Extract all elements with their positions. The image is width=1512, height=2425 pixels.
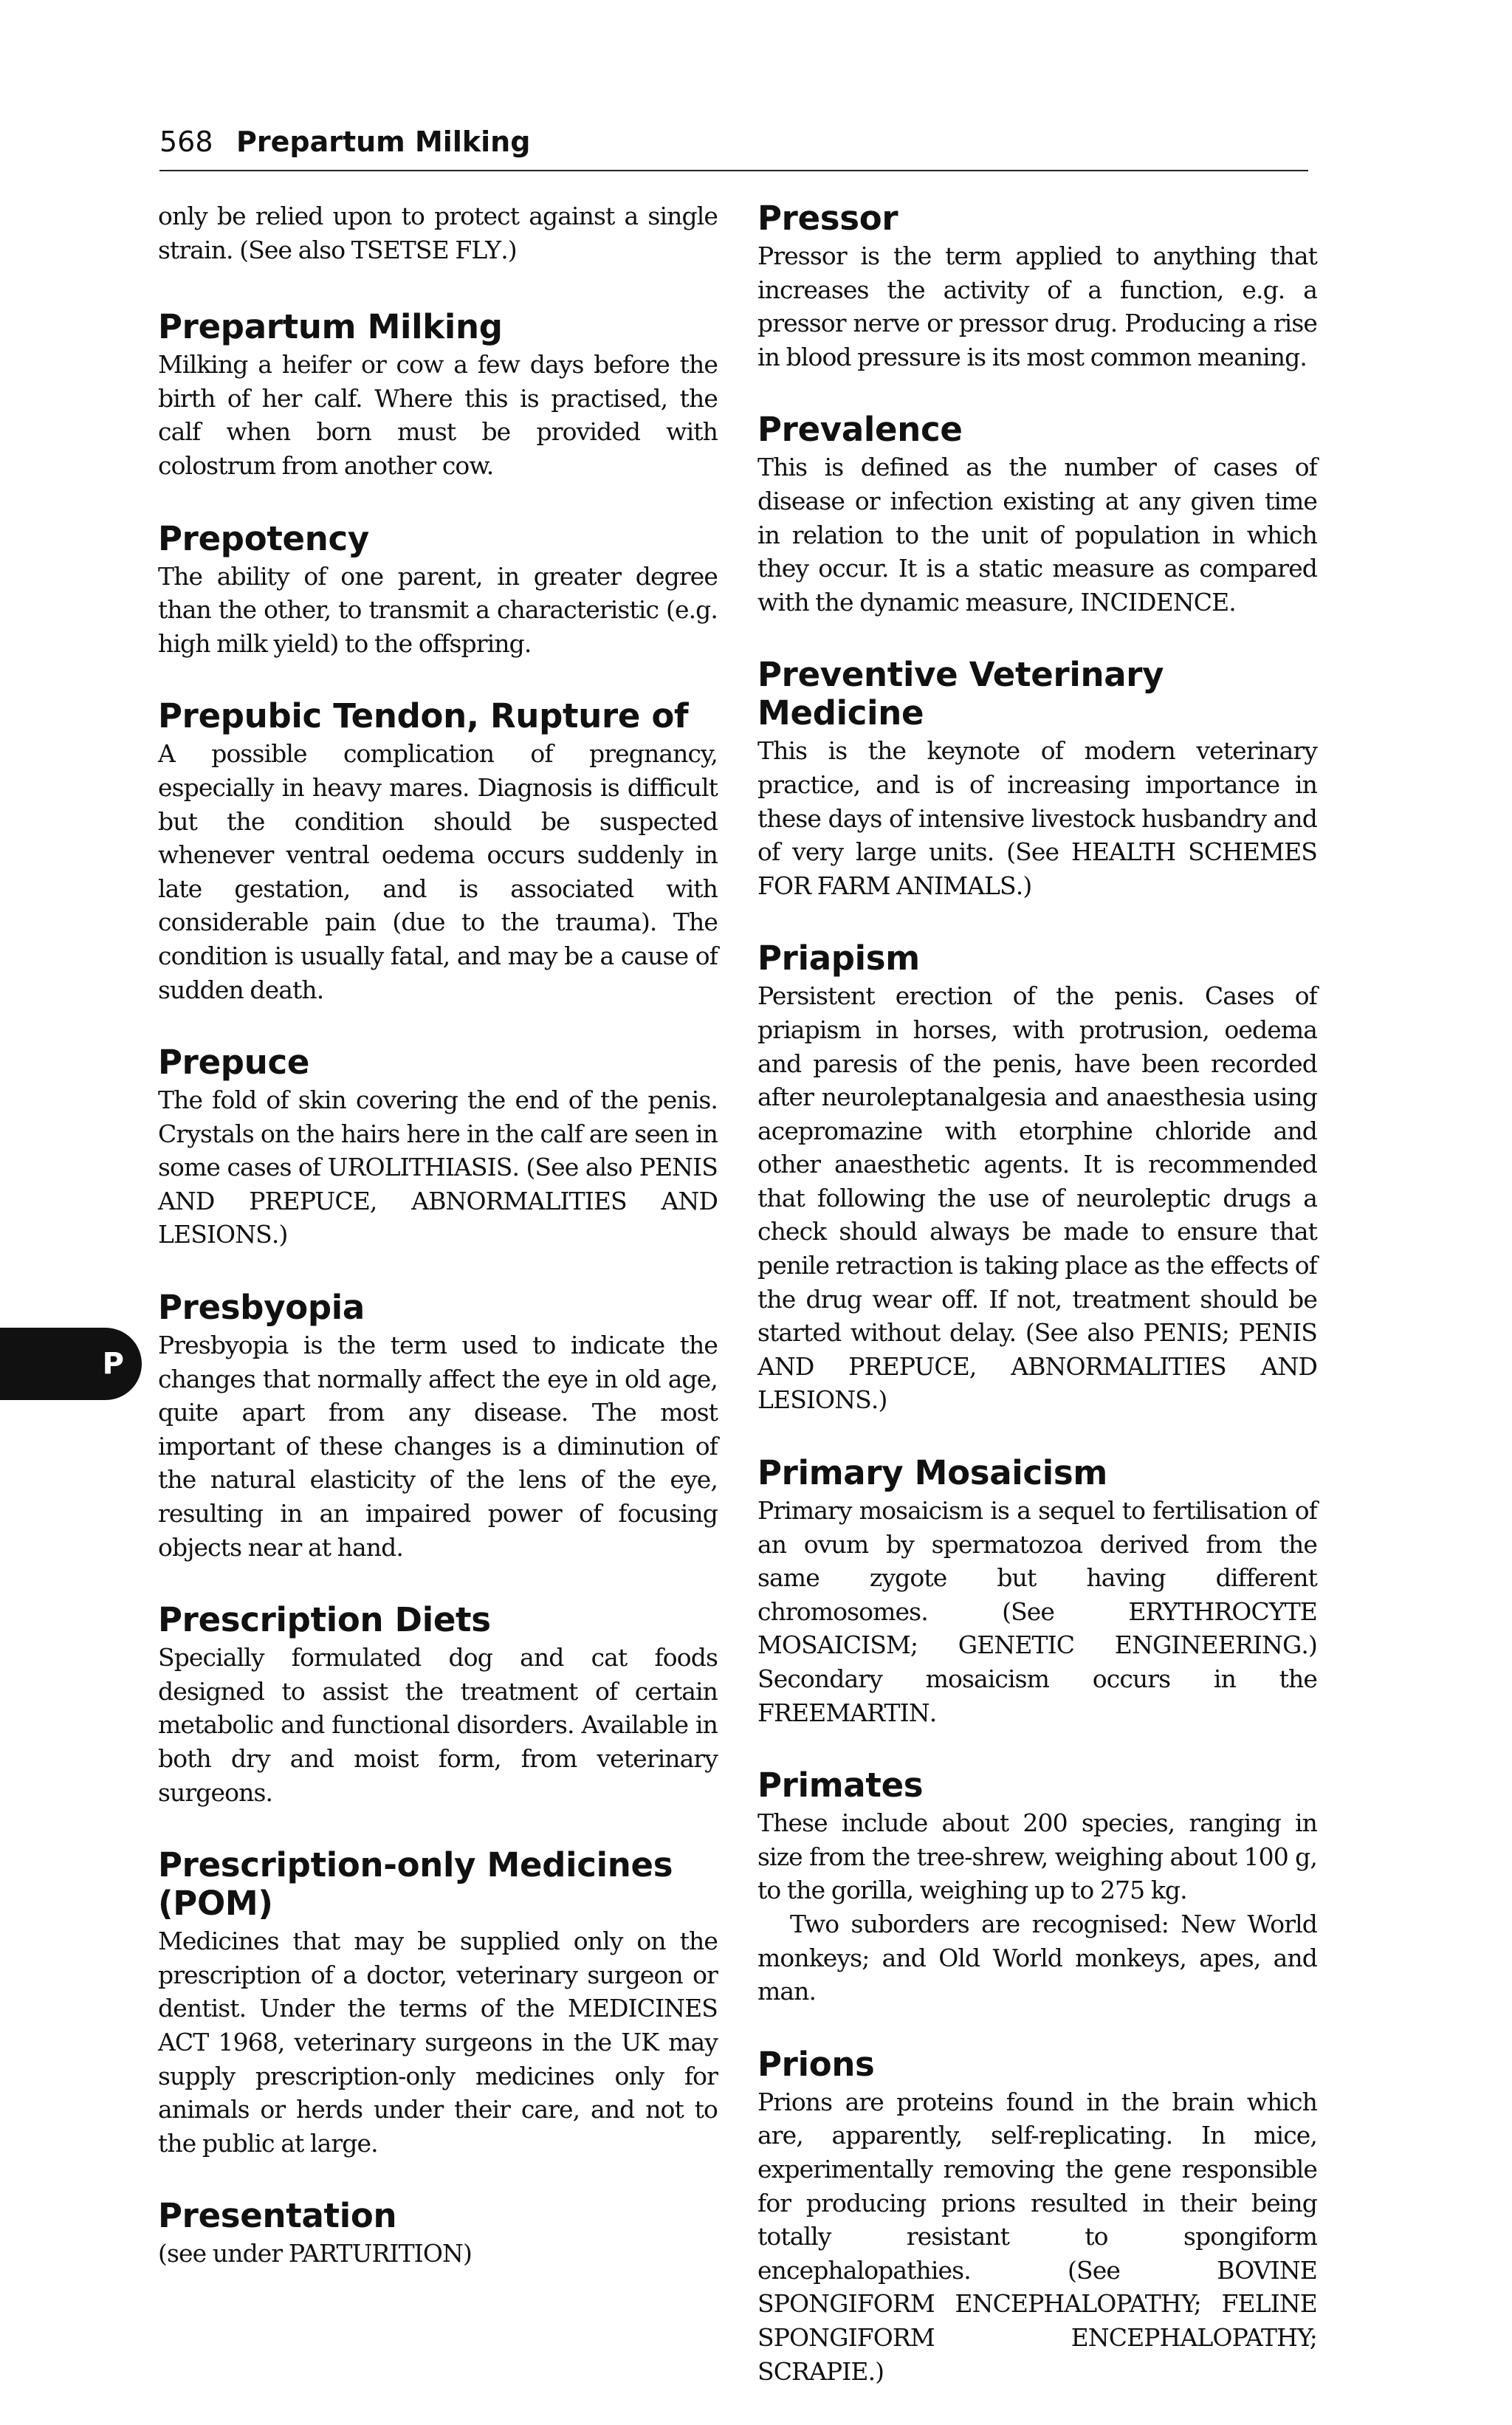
entry-text: A possible complication of pregnancy, especially in heavy mares. Diagnosis is difficult but the condition should be suspected whenever ventral oedema occurs suddenly in late gestation, and is associated with considerable pain (due to the trauma). The condition is usually fatal, and may be a cause of sudden death. bbox=[158, 739, 718, 1004]
entry-primates bbox=[757, 1766, 1317, 2009]
entry-heading: Presbyopia bbox=[158, 1288, 365, 1328]
entry-heading: Presentation bbox=[158, 2196, 397, 2236]
cross-reference: FREEMARTIN bbox=[757, 1698, 929, 1727]
entry-text: Medicines that may be supplied only on the prescription of a doctor, veterinary surgeon or dentist. Under the terms of the MEDICINES ACT 1968, veterinary surgeons in the UK may supply prescription-only medicines only for animals or herds under their care, and not to the public at large. bbox=[158, 1927, 718, 2158]
cross-reference: TSETSE FLY bbox=[351, 235, 501, 264]
entry-text: Pressor is the term applied to anything that increases the activity of a function, e.g. a pressor nerve or pressor drug. Producing a rise in blood pressure is its most common meaning. bbox=[757, 241, 1317, 371]
cross-reference: PARTURITION bbox=[288, 2239, 463, 2268]
entry-priapism bbox=[757, 939, 1317, 1417]
entry-prions bbox=[757, 2045, 1317, 2388]
entry-heading: Preventive Veterinary Medicine bbox=[757, 655, 1164, 733]
continued-text: only be relied upon to protect against a single strain. (See also TSETSE FLY.) bbox=[158, 202, 718, 264]
entry-heading: Prevalence bbox=[757, 410, 963, 450]
entry-heading: Prepubic Tendon, Rupture of bbox=[158, 696, 689, 736]
entry-pressor bbox=[757, 199, 1317, 374]
entry-prescription-diets bbox=[158, 1601, 718, 1809]
entry-heading: Prepuce bbox=[158, 1043, 310, 1083]
entry-heading: Pressor bbox=[757, 199, 898, 238]
entry-heading: Primary Mosaicism bbox=[757, 1453, 1107, 1493]
entry-text: Primary mosaicism is a sequel to fertilisation of an ovum by spermatozoa derived from the same zygote but having different chromosomes. (See ERYTHROCYTE MOSAICISM; GENETIC ENGINEERING.) Secondary mosaicism occurs in the FREEMARTIN. bbox=[757, 1496, 1317, 1727]
page-header bbox=[159, 123, 1308, 171]
entry-text: This is defined as the number of cases of disease or infection existing at any given time in relation to the unit of population in which they occur. It is a static measure as compared with the dynamic measure, INCIDENCE. bbox=[757, 453, 1317, 617]
left-column bbox=[158, 199, 718, 2308]
thumb-index-tab: P bbox=[0, 1328, 142, 1400]
entry-prescription-only-medicines bbox=[158, 1846, 718, 2160]
entry-text: Milking a heifer or cow a few days before the birth of her calf. Where this is practised, the calf when born must be provided with colostrum from another cow. bbox=[158, 350, 718, 480]
entry-heading: Prepotency bbox=[158, 518, 369, 558]
entry-text: The ability of one parent, in greater degree than the other, to transmit a characteristic (e.g. high milk yield) to the offspring. bbox=[158, 561, 718, 658]
running-head: Prepartum Milking bbox=[236, 126, 531, 158]
entry-text-paragraph-2: Two suborders are recognised: New World monkeys; and Old World monkeys, apes, and man. bbox=[757, 1909, 1317, 2006]
entry-text: Specially formulated dog and cat foods designed to assist the treatment of certain metabolic and functional disorders. Available in both dry and moist form, from veterinary surgeons. bbox=[158, 1643, 718, 1807]
page-number: 568 bbox=[159, 126, 213, 158]
entry-presentation bbox=[158, 2197, 718, 2271]
entry-prepuce bbox=[158, 1043, 718, 1252]
entry-text: The fold of skin covering the end of the penis. Crystals on the hairs here in the calf are seen in some cases of UROLITHIASIS. (See also PENIS AND PREPUCE, ABNORMALITIES AND LESIONS.) bbox=[158, 1085, 718, 1249]
entry-heading: Prescription Diets bbox=[158, 1600, 491, 1640]
entry-text: These include about 200 species, ranging in size from the tree-shrew, weighing about 100 g, to the gorilla, weighing up to 275 kg. bbox=[757, 1808, 1317, 1905]
entry-text: (see under PARTURITION) bbox=[158, 2239, 472, 2268]
entry-heading: Prions bbox=[757, 2044, 875, 2084]
cross-reference: UROLITHIASIS bbox=[327, 1153, 512, 1182]
right-column bbox=[757, 199, 1317, 2425]
entry-prepubic-tendon bbox=[158, 697, 718, 1006]
entry-text: Presbyopia is the term used to indicate the changes that normally affect the eye in old age, quite apart from any disease. The most important of these changes is a diminution of the natural elasticity of the lens of the eye, resulting in an impaired power of focusing objects near at hand. bbox=[158, 1331, 718, 1562]
cross-reference: PENIS; PENIS AND PREPUCE, ABNORMALITIES AND LESIONS bbox=[757, 1318, 1317, 1415]
entry-heading: Prepartum Milking bbox=[158, 307, 503, 347]
entry-prepartum-milking bbox=[158, 308, 718, 482]
cross-reference: PENIS AND PREPUCE, ABNORMALITIES AND LESIONS bbox=[158, 1153, 718, 1249]
entry-presbyopia bbox=[158, 1289, 718, 1564]
entry-text: Persistent erection of the penis. Cases of priapism in horses, with protrusion, oedema and paresis of the penis, have been recorded after neuroleptanalgesia and anaesthesia using acepromazine with etorphine chloride and other anaesthetic agents. It is recommended that following the use of neuroleptic drugs a check should always be made to ensure that penile retraction is taking place as the effects of the drug wear off. If not, treatment should be started without delay. (See also PENIS; PENIS AND PREPUCE, ABNORMALITIES AND LESIONS.) bbox=[757, 981, 1317, 1415]
entry-text: Prions are proteins found in the brain which are, apparently, self-replicating. In mice, experimentally removing the gene responsible for producing prions resulted in their being totally resistant to spongiform encephalopathies. (See BOVINE SPONGIFORM ENCEPHALOPATHY; FELINE SPONGIFORM ENCEPHALOPATHY; SCRAPIE.) bbox=[757, 2087, 1317, 2386]
entry-heading: Priapism bbox=[757, 939, 920, 978]
entry-preventive-veterinary-medicine bbox=[757, 656, 1317, 902]
entry-primary-mosaicism bbox=[757, 1454, 1317, 1729]
entry-text: This is the keynote of modern veterinary practice, and is of increasing importance in these days of intensive livestock husbandry and of very large units. (See HEALTH SCHEMES FOR FARM ANIMALS.) bbox=[757, 736, 1318, 900]
entry-prepotency bbox=[158, 520, 718, 661]
cross-reference: MEDICINES ACT bbox=[158, 1994, 718, 2057]
entry-prevalence bbox=[757, 411, 1317, 619]
entry-heading: Primates bbox=[757, 1766, 924, 1805]
entry-heading: Prescription-only Medicines (POM) bbox=[158, 1845, 673, 1924]
cross-reference: HEALTH SCHEMES FOR FARM ANIMALS bbox=[757, 837, 1318, 900]
cross-reference: INCIDENCE bbox=[1080, 587, 1229, 617]
cross-reference: BOVINE SPONGIFORM ENCEPHALOPATHY; FELINE SPONGIFORM ENCEPHALOPATHY; SCRAPIE bbox=[757, 2255, 1317, 2386]
cross-reference: ERYTHROCYTE MOSAICISM; GENETIC ENGINEERING bbox=[757, 1596, 1317, 1660]
